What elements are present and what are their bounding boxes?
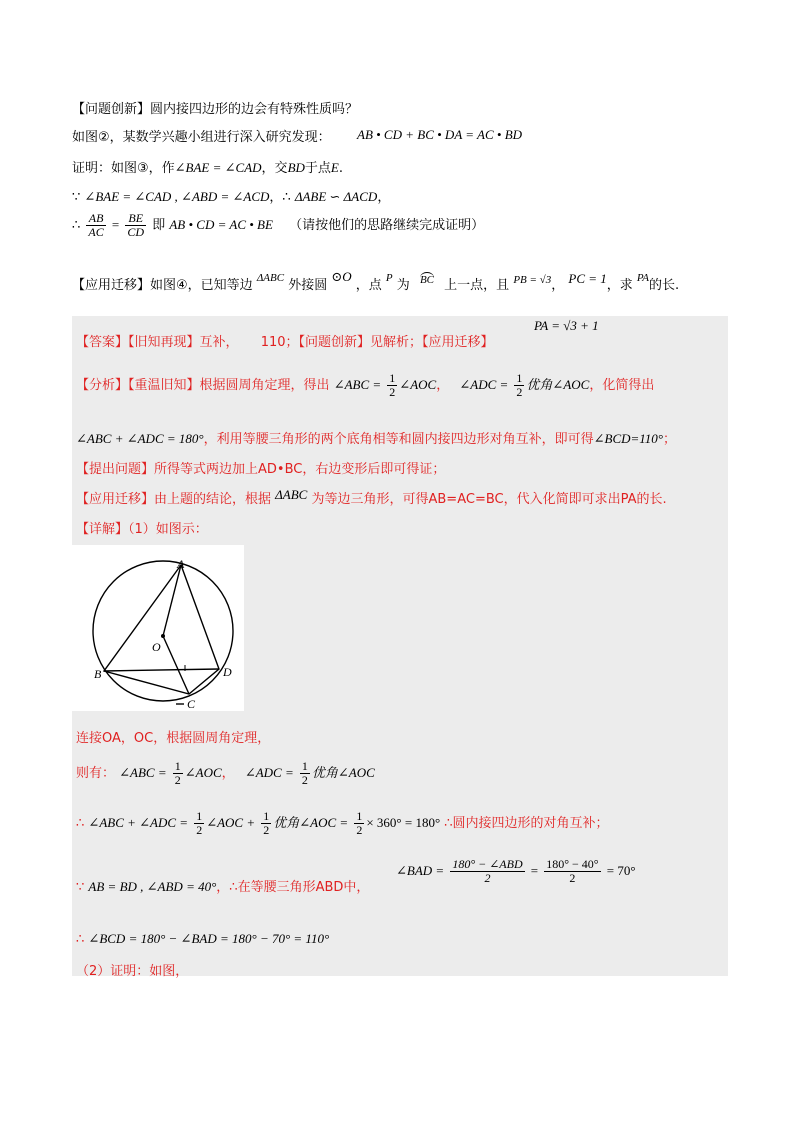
fraction-ab-ac: $\frac{AB}{AC}$ <box>88 211 104 240</box>
circle-o <box>93 561 233 701</box>
answer-pa-formula: PA = √3 + 1 <box>534 318 599 333</box>
discovery-formula: AB • CD + BC • DA = AC • BD <box>357 127 523 142</box>
solution-step-5: ∴ ∠BCD = 180° − ∠BAD = 180° − 70° = 110° <box>76 931 330 947</box>
label-b: B <box>94 667 102 681</box>
solution-step-3: ∴ ∠ABC + ∠ADC = $\frac{1}{2}$ ∠AOC + $\frac{1}{2}$ 优角∠AOC = $\frac{1}{2}$ × 360° = 180° ∴圆内接四边形的对角互补； <box>76 809 609 838</box>
quadrilateral-abcd <box>104 565 219 694</box>
circle-diagram <box>72 545 244 711</box>
segment-bd <box>104 669 219 671</box>
arc-bc: BC <box>419 274 435 286</box>
label-a: A <box>177 557 185 571</box>
apply-line: 【应用迁移】由上题的结论，根据 ΔABC 为等边三角形，可得AB=AC=BC，代入化简即可求出PA的长. <box>76 487 667 507</box>
ratio-line: ∴ $\frac{AB}{AC}$ = $\frac{BE}{CD}$ 即 AB • CD = AC • BE （请按他们的思路继续完成证明） <box>72 211 485 240</box>
center-point <box>161 634 165 638</box>
label-c: C <box>187 697 196 711</box>
label-d: D <box>223 665 232 679</box>
application-question-line: 【应用迁移】如图④，已知等边 $^{\Delta ABC}$ 外接圆 ⊙O ，点 $^P$ 为 $^{BC}$ 上一点，且 $^{PB = √3}$， PC = 1，求 $^{PA}$的长. <box>72 269 680 293</box>
circle-figure <box>72 545 244 711</box>
angle-bad-formula: ∠BAD = $\frac{\text{180° − ∠ABD}}{2}$ = $\frac{180^\circ - 40^\circ}{2}$ = 70° <box>396 857 636 886</box>
question-innovation-line: 【问题创新】圆内接四边形的边会有特殊性质吗？ <box>72 102 359 117</box>
analysis-line: 【分析】【重温旧知】根据圆周角定理，得出 ∠ABC = $\frac{1}{2}$ ∠AOC， ∠ADC = $\frac{1}{2}$ 优角∠AOC，化简得出 <box>76 371 655 400</box>
detail-line: 【详解】（1）如图示： <box>76 522 208 537</box>
label-o: O <box>152 640 161 654</box>
solution-step-2: 则有： ∠ABC = $\frac{1}{2}$ ∠AOC， ∠ADC = $\frac{1}{2}$ 优角∠AOC <box>76 759 375 788</box>
solution-step-1: 连接OA，OC，根据圆周角定理， <box>76 731 271 746</box>
discovery-line: 如图②，某数学兴趣小组进行深入研究发现： <box>72 130 331 145</box>
fraction-one-half: $\frac{1}{2}$ <box>516 371 523 400</box>
segment-oa <box>163 565 181 636</box>
similar-triangles-line: ∵ ∠BAE = ∠CAD , ∠ABD = ∠ACD，∴ ΔABE ∽ ΔACD， <box>72 189 391 205</box>
solution-step-4: ∵ AB = BD , ∠ABD = 40°，∴在等腰三角形ABD中， <box>76 879 370 895</box>
solution-part-2: （2）证明：如图， <box>76 964 189 979</box>
fraction-be-cd: $\frac{BE}{CD}$ <box>127 211 145 240</box>
answer-line: 【答案】【旧知再现】互补， 110；【问题创新】见解析；【应用迁移】 <box>76 335 494 350</box>
analysis-line-2: ∠ABC + ∠ADC = 180°，利用等腰三角形的两个底角相等和圆内接四边形对角互补，即可得∠BCD=110°； <box>76 431 677 447</box>
raise-question-line: 【提出问题】所得等式两边加上AD•BC，右边变形后即可得证； <box>76 462 446 477</box>
fraction-one-half: $\frac{1}{2}$ <box>389 371 396 400</box>
proof-intro-line: 证明：如图③，作∠BAE = ∠CAD，交BD于点E. <box>72 160 344 176</box>
